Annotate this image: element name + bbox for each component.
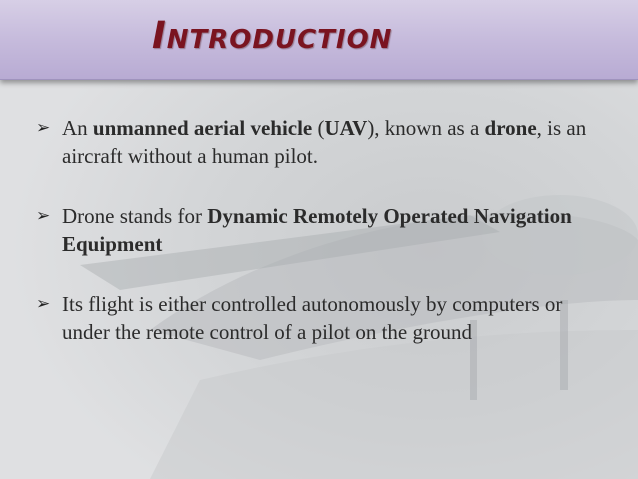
arrow-bullet-icon: ➢ (36, 294, 51, 314)
bullet-text: Its flight is either controlled autonomously by computers or under the remote control of a pilot on the ground (62, 292, 563, 344)
bullet-item (36, 114, 606, 170)
slide-title: Introduction (152, 14, 393, 57)
bullet-text: Drone stands for (62, 204, 208, 228)
arrow-bullet-icon: ➢ (36, 118, 51, 138)
bullet-text: , is an aircraft without a human pilot. (62, 116, 587, 168)
bullet-bold-text: drone (484, 116, 537, 140)
bullet-item (36, 202, 606, 258)
title-bar (0, 0, 638, 80)
bullet-list (36, 114, 606, 378)
bullet-bold-text: UAV (324, 116, 368, 140)
bullet-bold-text: unmanned aerial vehicle (92, 116, 313, 140)
arrow-bullet-icon: ➢ (36, 206, 51, 226)
bullet-item (36, 290, 606, 346)
bullet-text: An (62, 116, 93, 140)
bullet-bold-text: Dynamic Remotely Operated Navigation Equipment (62, 204, 572, 256)
bullet-text: ( (312, 116, 325, 140)
bullet-text: ), known as a (367, 116, 485, 140)
